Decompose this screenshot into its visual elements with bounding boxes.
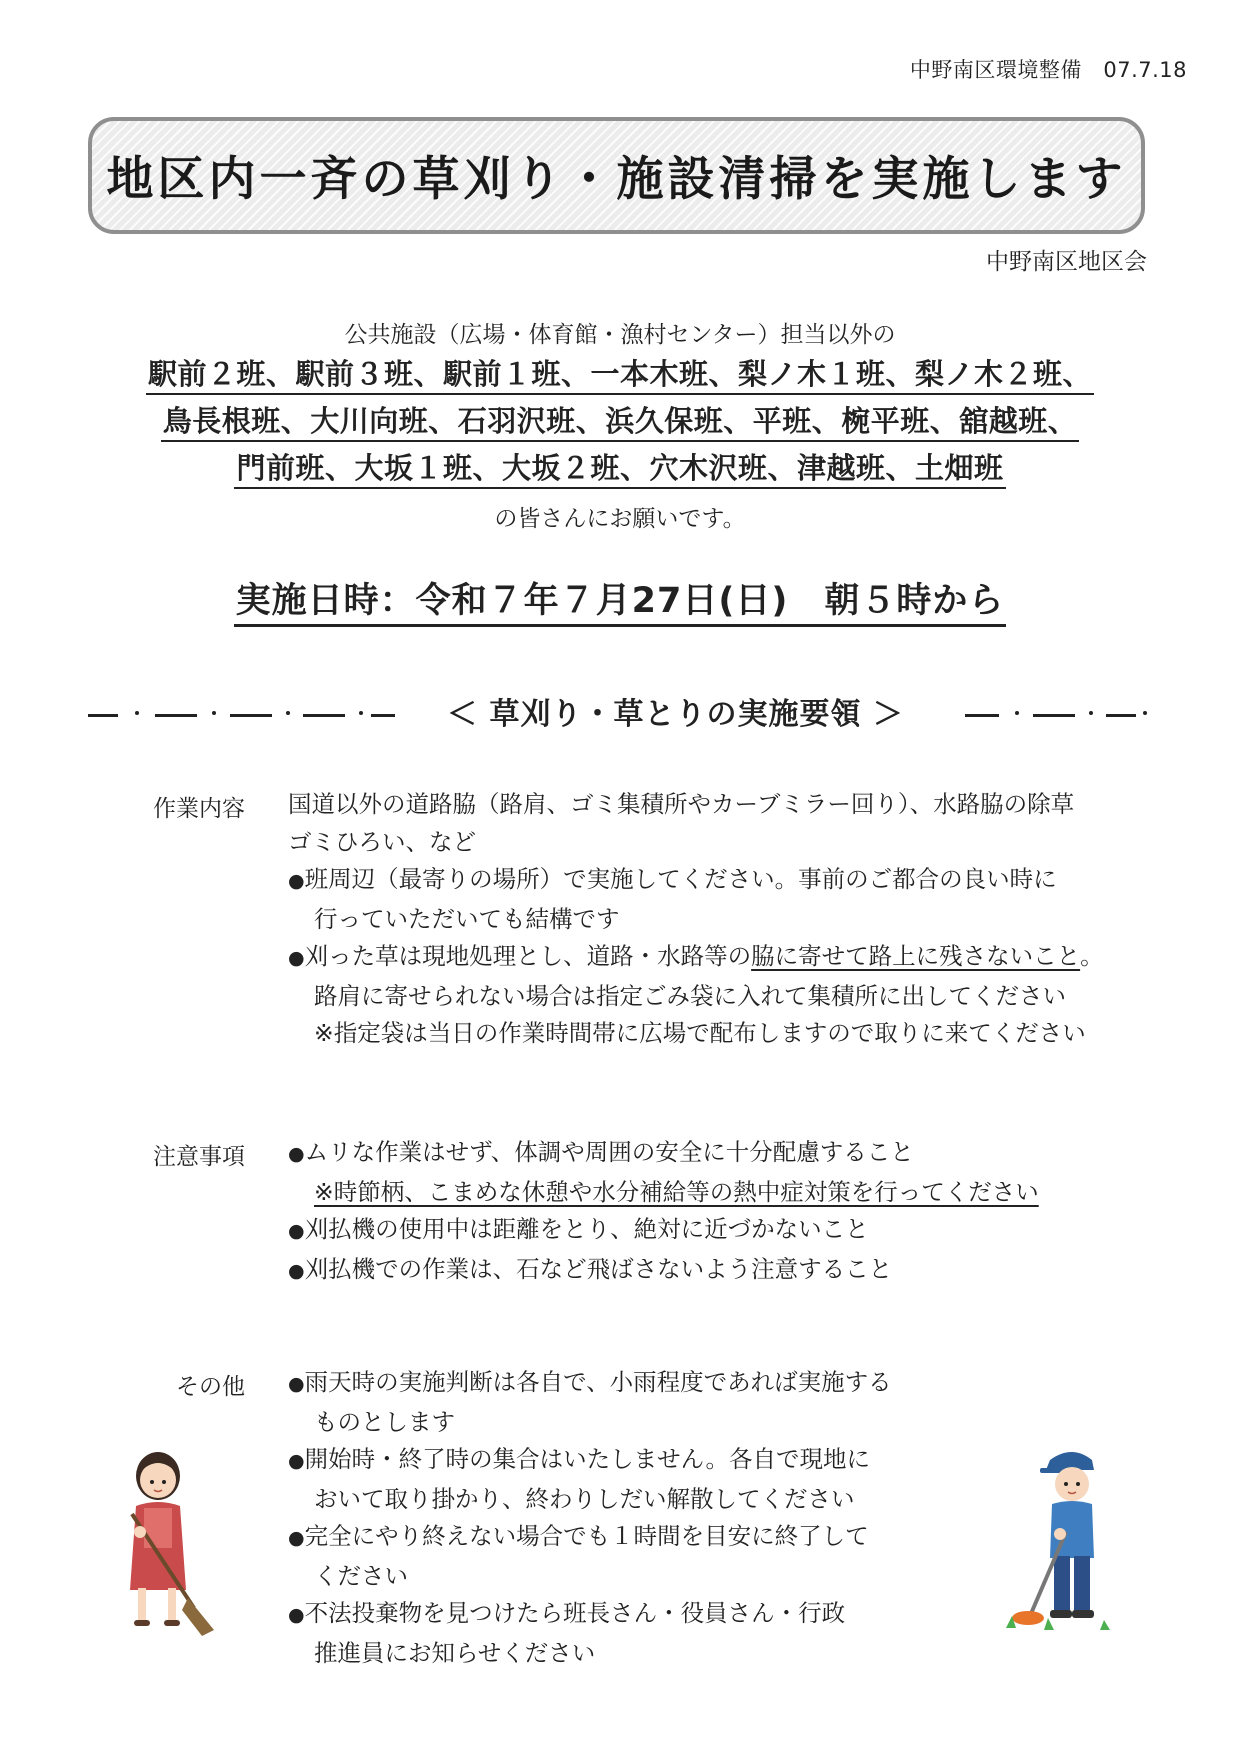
other-bullet-3-cont: ください: [314, 1561, 408, 1590]
group-list-text-3: 門前班、大坂１班、大坂２班、穴木沢班、津越班、土畑班: [234, 449, 1005, 489]
divider-dot: [1089, 711, 1093, 715]
caution-section-body: [288, 1134, 1188, 1290]
caution-bullet-2: [288, 1211, 1188, 1251]
other-bullet-1-cont: ものとします: [314, 1407, 455, 1436]
divider-dot: [135, 711, 139, 715]
work-section-label: 作業内容: [153, 796, 245, 822]
hand: [134, 1526, 146, 1538]
group-list-line-3: [0, 449, 1240, 489]
leg: [168, 1588, 176, 1622]
divider-label: ＜ 草刈り・草とりの実施要領 ＞: [447, 697, 904, 732]
divider-dash: [230, 714, 272, 717]
divider-dot: [1143, 711, 1147, 715]
other-bullet-2-text: 開始時・終了時の集合はいたしません。各自で現地に: [304, 1445, 871, 1473]
caution-bullet-1-note-text: ※時節柄、こまめな休憩や水分補給等の熱中症対策を行ってください: [314, 1177, 1039, 1206]
trouser-leg: [1074, 1556, 1090, 1612]
eye: [150, 1480, 154, 1484]
group-list-line-1: [0, 355, 1240, 395]
work-bullet-2: [288, 938, 1188, 978]
intro-closing: の皆さんにお願いです。: [494, 506, 746, 532]
other-bullet-1-text: 雨天時の実施判断は各自で、小雨程度であれば実施する: [304, 1368, 892, 1396]
work-bullet-2-text: 刈った草は現地処理とし、道路・水路等の: [304, 942, 752, 970]
intro-line: 公共施設（広場・体育館・漁村センター）担当以外の: [344, 322, 896, 348]
page-title: 地区内一斉の草刈り・施設清掃を実施します: [106, 152, 1127, 207]
leg: [138, 1588, 146, 1622]
header-reference: 中野南区環境整備 07.7.18: [909, 58, 1187, 82]
caution-bullet-2-text: 刈払機の使用中は距離をとり、絶対に近づかないこと: [304, 1215, 869, 1243]
title-box: [88, 117, 1145, 234]
other-bullet-3-text: 完全にやり終えない場合でも１時間を目安に終了して: [304, 1522, 869, 1550]
section-divider: [88, 692, 1153, 742]
organization-name: 中野南区地区会: [986, 249, 1147, 275]
work-bullet-1-cont: 行っていただいても結構です: [314, 904, 620, 933]
face: [1055, 1467, 1089, 1501]
other-bullet-4-text: 不法投棄物を見つけたら班長さん・役員さん・行政: [304, 1599, 846, 1627]
worker-trimming-illustration: [1000, 1440, 1130, 1640]
work-line: 国道以外の道路脇（路肩、ゴミ集積所やカーブミラー回り）、水路脇の除草: [288, 790, 1075, 818]
divider-dot: [1015, 711, 1019, 715]
work-bullet-2-period: 。: [1080, 942, 1104, 970]
work-line: ゴミひろい、など: [288, 827, 476, 856]
boot: [1072, 1610, 1094, 1618]
schedule-line: [0, 578, 1240, 627]
trimmer-head: [1012, 1611, 1044, 1625]
group-list-text-1: 駅前２班、駅前３班、駅前１班、一本木班、梨ノ木１班、梨ノ木２班、: [146, 355, 1094, 395]
caution-bullet-1-text: ムリな作業はせず、体調や周囲の安全に十分配慮すること: [304, 1138, 914, 1166]
caution-bullet-3-text: 刈払機での作業は、石など飛ばさないよう注意すること: [304, 1254, 893, 1283]
other-bullet-2-cont: おいて取り掛かり、終わりしだい解散してください: [314, 1484, 855, 1513]
divider-dash: [1033, 714, 1075, 717]
work-bullet-1: [288, 861, 1188, 901]
divider-dot: [359, 711, 363, 715]
eye: [1076, 1482, 1080, 1486]
shoe: [134, 1620, 150, 1626]
trouser-leg: [1054, 1556, 1070, 1612]
work-bullet-2-underlined: 脇に寄せて路上に残さないこと: [751, 942, 1081, 970]
other-bullet-4-cont: 推進員にお知らせください: [314, 1638, 596, 1667]
caution-bullet-1: [288, 1134, 1188, 1174]
divider-dot: [286, 711, 290, 715]
boot: [1050, 1610, 1072, 1618]
schedule-text: 実施日時：令和７年７月27日(日) 朝５時から: [234, 578, 1007, 627]
work-section-body: [288, 786, 1188, 1053]
broom-head: [182, 1598, 214, 1636]
divider-dash: [1106, 714, 1136, 717]
work-bullet-1-text: 班周辺（最寄りの場所）で実施してください。事前のご都合の良い時に: [304, 865, 1057, 893]
other-bullet-1: [288, 1364, 1188, 1404]
divider-dash: [303, 714, 345, 717]
shoe: [164, 1620, 180, 1626]
divider-dash: [965, 714, 999, 717]
divider-dash: [155, 714, 197, 717]
group-list-line-2: [0, 402, 1240, 442]
divider-dash: [88, 714, 118, 717]
eye: [1064, 1482, 1068, 1486]
caution-bullet-1-note: [288, 1174, 1188, 1212]
work-bullet-2-note: ※指定袋は当日の作業時間帯に広場で配布しますので取りに来てください: [314, 1019, 1086, 1047]
other-section-label: その他: [176, 1374, 245, 1400]
work-bullet-2-cont: 路肩に寄せられない場合は指定ごみ袋に入れて集積所に出してください: [314, 981, 1066, 1010]
hand: [1054, 1528, 1066, 1540]
woman-sweeping-illustration: [110, 1440, 230, 1640]
caution-bullet-3: [288, 1251, 1188, 1291]
caution-section-label: 注意事項: [153, 1144, 245, 1170]
group-list-text-2: 鳥長根班、大川向班、石羽沢班、浜久保班、平班、椀平班、舘越班、: [161, 402, 1080, 442]
eye: [162, 1480, 166, 1484]
divider-dot: [212, 711, 216, 715]
